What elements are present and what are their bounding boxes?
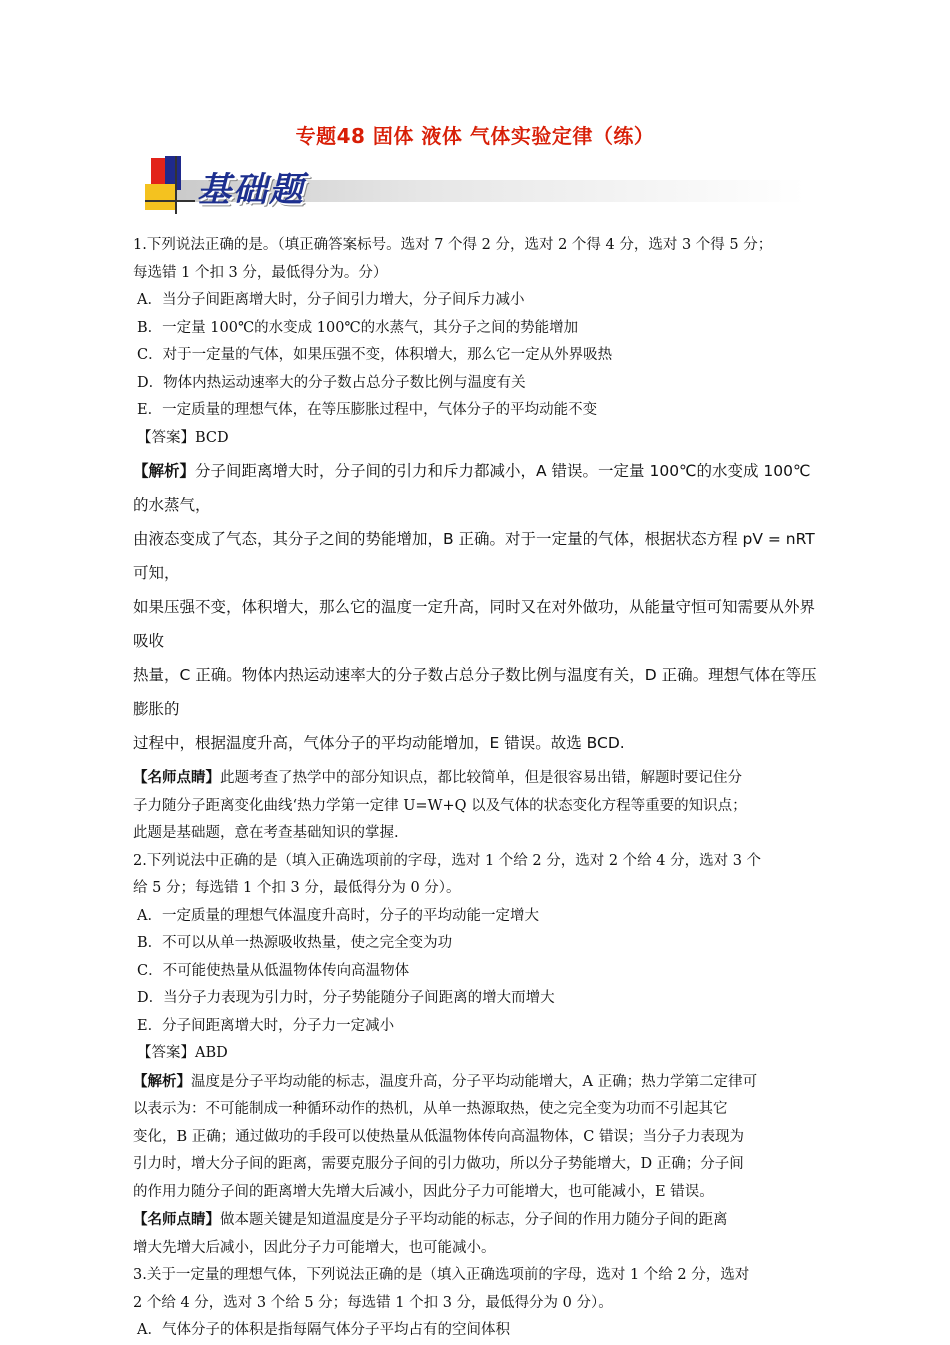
q1-option-a: A．当分子间距离增大时，分子间引力增大，分子间斥力减小	[137, 292, 525, 308]
q2-analysis-line-5: 的作用力随分子间的距离增大先增大后减小，因此分子力可能增大，也可能减小，E 错误。	[133, 1183, 714, 1200]
q3-option-a: A．气体分子的体积是指每隔气体分子平均占有的空间体积	[137, 1322, 510, 1338]
q1-tip-line-3: 此题是基础题，意在考查基础知识的掌握.	[133, 825, 399, 841]
answer-value: ABD	[195, 1045, 228, 1061]
analysis-label: 【解析】	[133, 462, 196, 480]
answer-value: BCD	[195, 429, 229, 446]
q2-stem-line-2: 给 5 分；每选错 1 个扣 3 分，最低得分为 0 分）。	[133, 880, 461, 896]
q3-stem-line-2: 2 个给 4 分，选对 3 个给 5 分；每选错 1 个扣 3 分，最低得分为 0 分）。	[133, 1294, 613, 1311]
question-content	[133, 232, 823, 1345]
q2-analysis-line-1: 【解析】温度是分子平均动能的标志，温度升高，分子平均动能增大，A 正确；热力学第二定律可	[133, 1072, 758, 1090]
q1-analysis-line-3: 如果压强不变，体积增大，那么它的温度一定升高，同时又在对外做功，从能量守恒可知需要从外界吸收	[133, 598, 816, 650]
banner-vertical-line	[175, 156, 177, 214]
q1-analysis-line-1: 【解析】分子间距离增大时，分子间的引力和斥力都减小，A 错误。一定量 100℃的水变成 100℃的水蒸气，	[133, 462, 811, 514]
q1-tip-line-1: 【名师点睛】此题考查了热学中的部分知识点，都比较简单，但是很容易出错，解题时要记住分	[133, 769, 742, 786]
q2-tip-line-1: 【名师点睛】做本题关键是知道温度是分子平均动能的标志，分子间的作用力随分子间的距离	[133, 1211, 728, 1228]
banner-horizontal-line	[145, 200, 195, 202]
answer-label: 【答案】	[137, 1045, 195, 1061]
q1-option-b: B．一定量 100℃的水变成 100℃的水蒸气，其分子之间的势能增加	[137, 319, 579, 336]
q2-analysis-line-2: 以表示为：不可能制成一种循环动作的热机，从单一热源取热，使之完全变为功而不引起其它	[133, 1101, 728, 1117]
q2-stem-line-1: 2.下列说法中正确的是（填入正确选项前的字母，选对 1 个给 2 分，选对 2 个给 4 分，选对 3 个	[133, 852, 762, 869]
page-title: 专题48 固体 液体 气体实验定律（练）	[295, 124, 655, 148]
q1-stem-line-1: 1.下列说法正确的是。（填正确答案标号。选对 7 个得 2 分，选对 2 个得 4 分，选对 3 个得 5 分；	[133, 237, 773, 253]
tip-label: 【名师点睛】	[133, 1211, 220, 1228]
q3-stem-line-1: 3.关于一定量的理想气体，下列说法正确的是（填入正确选项前的字母，选对 1 个给 2 分，选对	[133, 1267, 750, 1283]
q1-analysis-line-5: 过程中，根据温度升高，气体分子的平均动能增加，E 错误。故选 BCD.	[133, 734, 625, 752]
section-heading: 基础题	[197, 170, 305, 210]
q1-option-c: C．对于一定量的气体，如果压强不变，体积增大，那么它一定从外界吸热	[137, 347, 613, 363]
q2-option-b: B．不可以从单一热源吸收热量，使之完全变为功	[137, 935, 453, 951]
analysis-label: 【解析】	[133, 1072, 191, 1090]
tip-label: 【名师点睛】	[133, 769, 220, 786]
q1-option-d: D．物体内热运动速率大的分子数占总分子数比例与温度有关	[137, 374, 526, 391]
section-banner	[145, 156, 805, 214]
q1-analysis-line-4: 热量，C 正确。物体内热运动速率大的分子数占总分子数比例与温度有关，D 正确。理想气体在等压膨胀的	[133, 666, 817, 718]
q2-tip-line-2: 增大先增大后减小，因此分子力可能增大，也可能减小。	[133, 1239, 496, 1256]
q2-answer	[133, 1040, 823, 1068]
q2-option-d: D．当分子力表现为引力时，分子势能随分子间距离的增大而增大	[137, 990, 555, 1006]
q2-analysis-line-3: 变化，B 正确；通过做功的手段可以使热量从低温物体传向高温物体，C 错误；当分子力表现为	[133, 1128, 744, 1145]
q1-tip-line-2: 子力随分子距离变化曲线‘热力学第一定律 U=W+Q 以及气体的状态变化方程等重要的知识点；	[133, 797, 747, 814]
q1-analysis-line-2: 由液态变成了气态，其分子之间的势能增加，B 正确。对于一定量的气体，根据状态方程 pV = nRT 可知，	[133, 530, 815, 582]
answer-label: 【答案】	[137, 429, 195, 446]
q2-option-a: A．一定质量的理想气体温度升高时，分子的平均动能一定增大	[137, 907, 539, 924]
banner-yellow-square	[145, 184, 175, 210]
q1-answer	[133, 425, 823, 453]
q1-stem-line-2: 每选错 1 个扣 3 分，最低得分为。分）	[133, 264, 388, 281]
q2-option-c: C．不可能使热量从低温物体传向高温物体	[137, 962, 410, 979]
q2-option-e: E．分子间距离增大时，分子力一定减小	[137, 1017, 395, 1034]
q1-analysis	[133, 454, 823, 760]
q2-analysis-line-4: 引力时，增大分子间的距离，需要克服分子间的引力做功，所以分子势能增大，D 正确；分子间	[133, 1156, 744, 1172]
q1-option-e: E．一定质量的理想气体，在等压膨胀过程中，气体分子的平均动能不变	[137, 402, 598, 418]
